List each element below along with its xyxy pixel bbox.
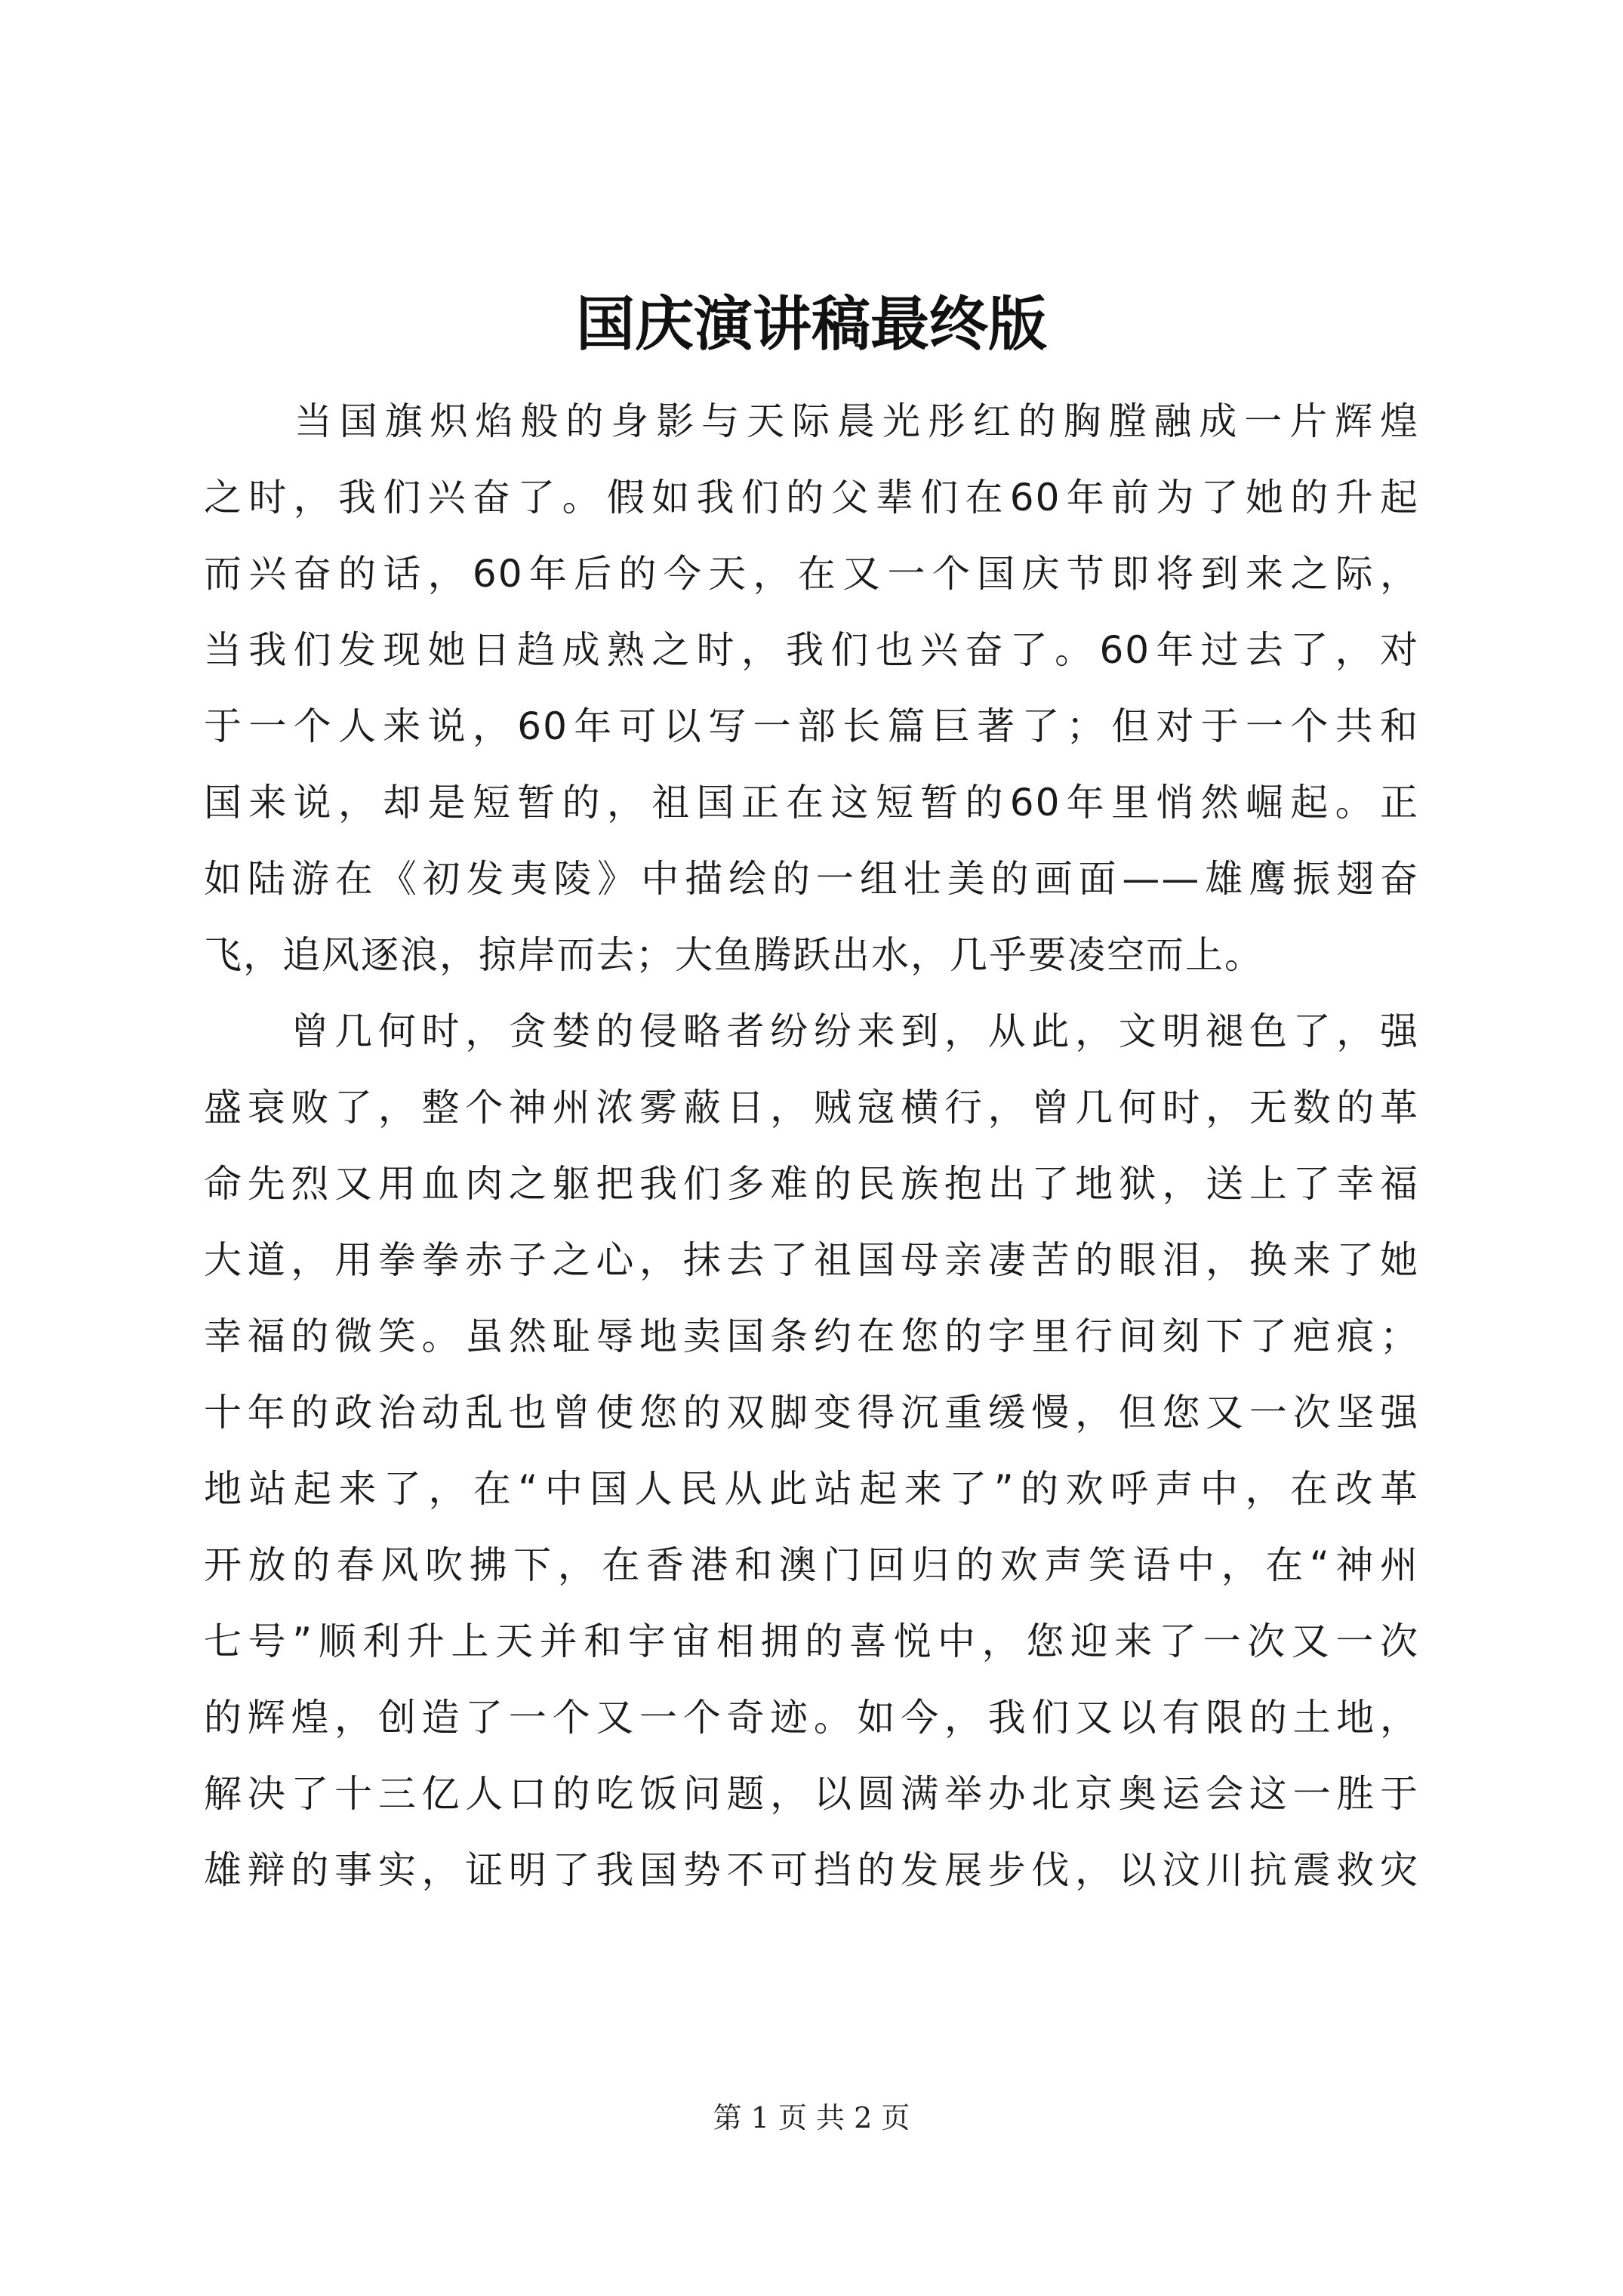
- text-line: 解决了十三亿人口的吃饭问题，以圆满举办北京奥运会这一胜于: [204, 1772, 1419, 1816]
- text-line: 当国旗炽焰般的身影与天际晨光彤红的胸膛融成一片辉煌: [204, 399, 1419, 443]
- text-line: 幸福的微笑。虽然耻辱地卖国条约在您的字里行间刻下了疤痕；: [204, 1314, 1419, 1358]
- paragraph: [204, 994, 1419, 1909]
- text-line: 十年的政治动乱也曾使您的双脚变得沉重缓慢，但您又一次坚强: [204, 1391, 1419, 1435]
- text-line: 地站起来了，在“中国人民从此站起来了”的欢呼声中，在改革: [204, 1467, 1419, 1511]
- text-line: 命先烈又用血肉之躯把我们多难的民族抱出了地狱，送上了幸福: [204, 1162, 1419, 1206]
- text-line: 的辉煌，创造了一个又一个奇迹。如今，我们又以有限的土地，: [204, 1696, 1419, 1740]
- paragraph: [204, 384, 1419, 994]
- text-line: 之时，我们兴奋了。假如我们的父辈们在60年前为了她的升起: [204, 476, 1419, 519]
- text-line: 于一个人来说，60年可以写一部长篇巨著了；但对于一个共和: [204, 704, 1419, 748]
- text-line: 飞，追风逐浪，掠岸而去；大鱼腾跃出水，几乎要凌空而上。: [204, 933, 1264, 977]
- text-line: 而兴奋的话，60年后的今天，在又一个国庆节即将到来之际，: [204, 552, 1419, 596]
- text-line: 盛衰败了，整个神州浓雾蔽日，贼寇横行，曾几何时，无数的革: [204, 1086, 1419, 1130]
- text-line: 如陆游在《初发夷陵》中描绘的一组壮美的画面——雄鹰振翅奋: [204, 857, 1419, 901]
- text-line: 开放的春风吹拂下，在香港和澳门回归的欢声笑语中，在“神州: [204, 1543, 1419, 1587]
- text-line: 国来说，却是短暂的，祖国正在这短暂的60年里悄然崛起。正: [204, 781, 1419, 824]
- text-line: 七号”顺利升上天并和宇宙相拥的喜悦中，您迎来了一次又一次: [204, 1620, 1419, 1663]
- document-body: [204, 384, 1419, 1909]
- text-line: 当我们发现她日趋成熟之时，我们也兴奋了。60年过去了，对: [204, 628, 1419, 672]
- text-line: 曾几何时，贪婪的侵略者纷纷来到，从此，文明褪色了，强: [204, 1009, 1419, 1053]
- document-title: 国庆演讲稿最终版: [575, 290, 1047, 359]
- text-line: 雄辩的事实，证明了我国势不可挡的发展步伐，以汶川抗震救灾: [204, 1848, 1419, 1892]
- text-line: 大道，用拳拳赤子之心，抹去了祖国母亲凄苦的眼泪，换来了她: [204, 1238, 1419, 1282]
- page-footer: 第 1 页 共 2 页: [713, 2101, 910, 2134]
